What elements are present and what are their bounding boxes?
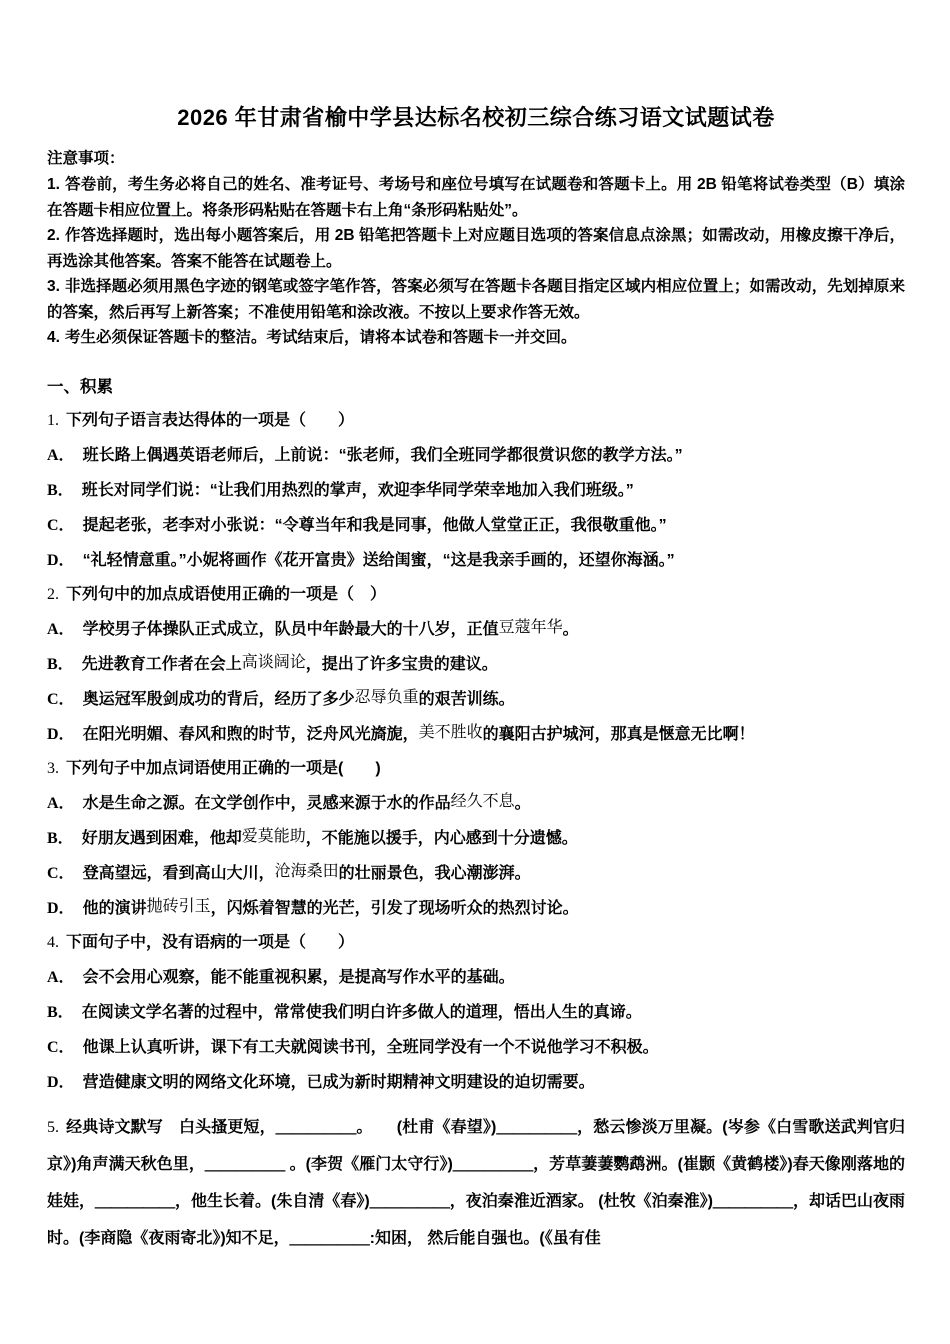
option-text: 。 — [562, 620, 579, 638]
question-1-option-c — [47, 516, 905, 536]
question-stem-text: 下列句中的加点成语使用正确的一项是（ ） — [66, 585, 387, 603]
question-2-option-a — [47, 620, 905, 640]
notice-item-text: 答卷前，考生务必将自己的姓名、准考证号、考场号和座位号填写在试题卷和答题卡上。用 2B 铅笔将试卷类型（B）填涂在答题卡相应位置上。将条形码粘贴在答题卡右上角“条形码粘贴处”。 — [47, 176, 905, 219]
option-label: D． — [47, 725, 75, 743]
option-text: ，提出了许多宝贵的建议。 — [305, 655, 498, 673]
question-3-option-a — [47, 794, 905, 814]
option-text: 的艰苦训练。 — [418, 690, 515, 708]
option-text: 奥运冠军殷剑成功的背后，经历了多少 — [82, 690, 355, 708]
option-label: A． — [47, 446, 75, 464]
question-number: 3. — [47, 759, 59, 777]
emphasized-word: 高谈阔论 — [241, 653, 306, 671]
notice-item-1 — [47, 172, 905, 223]
question-stem-text: 下列句子语言表达得体的一项是（ ） — [66, 411, 355, 429]
option-label: B． — [47, 481, 74, 499]
question-4-stem — [47, 933, 905, 953]
option-text: 他课上认真听讲，课下有工夫就阅读书刊，全班同学没有一个不说他学习不积极。 — [82, 1038, 659, 1056]
option-text: 好朋友遇到困难，他却 — [81, 829, 242, 847]
question-4-option-a — [47, 968, 905, 988]
emphasized-word: 沧海桑田 — [274, 862, 339, 880]
emphasized-word: 抛砖引玉 — [146, 897, 211, 915]
question-3-option-c — [47, 864, 905, 884]
notice-item-4 — [47, 325, 905, 351]
option-text: ，闪烁着智慧的光芒，引发了现场听众的热烈讨论。 — [210, 899, 579, 917]
question-number: 5. — [47, 1118, 59, 1136]
option-label: C． — [47, 864, 75, 882]
option-text: “礼轻情意重。”小妮将画作《花开富贵》送给闺蜜，“这是我亲手画的，还望你海涵。” — [82, 551, 675, 569]
question-2-stem — [47, 585, 905, 605]
option-text: 学校男子体操队正式成立，队员中年龄最大的十八岁，正值 — [82, 620, 499, 638]
notice-item-text: 非选择题必须用黑色字迹的钢笔或签字笔作答，答案必须写在答题卡各题目指定区域内相应位置上；如需改动，先划掉原来的答案，然后再写上新答案；不准使用铅笔和涂改液。不按以上要求作答无效。 — [47, 278, 905, 321]
section-heading-accumulation: 一、积累 — [47, 377, 113, 396]
notice-item-2 — [47, 223, 905, 274]
notice-item-number: 3. — [47, 278, 60, 295]
option-text: ，不能施以援手，内心感到十分遗憾。 — [305, 829, 578, 847]
question-2-option-b — [47, 655, 905, 675]
option-text: 。 — [514, 794, 531, 812]
question-4-option-b — [47, 1003, 905, 1023]
notice-item-number: 1. — [47, 176, 60, 193]
option-label: D． — [47, 1073, 75, 1091]
question-stem-text: 下面句子中，没有语病的一项是（ ） — [66, 933, 355, 951]
option-text: 会不会用心观察，能不能重视积累，是提高写作水平的基础。 — [82, 968, 515, 986]
notice-item-text: 考生必须保证答题卡的整洁。考试结束后，请将本试卷和答题卡一并交回。 — [64, 329, 577, 346]
option-text: 在阳光明媚、春风和煦的时节，泛舟风光旖旎， — [82, 725, 419, 743]
notice-heading: 注意事项： — [47, 150, 125, 167]
option-text: 营造健康文明的网络文化环境，已成为新时期精神文明建设的迫切需要。 — [82, 1073, 595, 1091]
emphasized-word: 美不胜收 — [418, 723, 483, 741]
question-1-option-a — [47, 446, 905, 466]
option-label: D． — [47, 899, 75, 917]
emphasized-word: 豆蔻年华 — [498, 618, 563, 636]
option-label: C． — [47, 1038, 75, 1056]
question-1-option-d — [47, 551, 905, 571]
option-label: C． — [47, 516, 75, 534]
option-label: A． — [47, 794, 75, 812]
notice-item-number: 2. — [47, 227, 60, 244]
question-3-option-d — [47, 899, 905, 919]
option-text: 的壮丽景色，我心潮澎湃。 — [338, 864, 531, 882]
question-4-option-d — [47, 1073, 905, 1093]
option-text: 先进教育工作者在会上 — [81, 655, 242, 673]
question-2-option-c — [47, 690, 905, 710]
option-text: 水是生命之源。在文学创作中，灵感来源于水的作品 — [82, 794, 451, 812]
question-5-text: 经典诗文默写 白头搔更短，＿＿＿＿＿。 (杜甫《春望》)＿＿＿＿＿，愁云惨淡万里凝。(岑参《白雪歌送武判官归京》)角声满天秋色里，＿＿＿＿＿ 。(李贺《雁门太守行》)＿＿＿＿＿，芳草萋萋鹦鹉洲。(崔颢《黄鹤楼》)春天像刚落地的娃娃，＿＿＿＿＿，他生长着。(朱自清《春》)＿＿＿＿＿，夜泊秦淮近酒家。 (杜牧《泊秦淮》)＿＿＿＿＿，却话巴山夜雨时。(李商隐《夜雨寄北》)知不足，＿＿＿＿＿:知困， 然后能自强也。(《虽有佳 — [47, 1118, 905, 1247]
question-1-option-b — [47, 481, 905, 501]
question-2-option-d — [47, 725, 905, 745]
option-text: 班长路上偶遇英语老师后，上前说：“张老师，我们全班同学都很赏识您的教学方法。” — [82, 446, 683, 464]
question-1-stem — [47, 411, 905, 431]
emphasized-word: 经久不息 — [450, 792, 515, 810]
question-number: 4. — [47, 933, 59, 951]
question-number: 1. — [47, 411, 59, 429]
option-label: A． — [47, 620, 75, 638]
notice-section — [47, 146, 905, 351]
option-label: C． — [47, 690, 75, 708]
option-label: B． — [47, 1003, 74, 1021]
question-4-option-c — [47, 1038, 905, 1058]
emphasized-word: 爱莫能助 — [241, 827, 306, 845]
option-text: 在阅读文学名著的过程中，常常使我们明白许多做人的道理，悟出人生的真谛。 — [81, 1003, 642, 1021]
notice-item-3 — [47, 274, 905, 325]
option-text: 他的演讲 — [82, 899, 147, 917]
question-stem-text: 下列句子中加点词语使用正确的一项是( ) — [66, 759, 381, 777]
question-3-option-b — [47, 829, 905, 849]
question-5-dictation — [47, 1109, 905, 1257]
page-title: 2026 年甘肃省榆中学县达标名校初三综合练习语文试题试卷 — [177, 105, 775, 130]
notice-item-text: 作答选择题时，选出每小题答案后，用 2B 铅笔把答题卡上对应题目选项的答案信息点涂黑；如需改动，用橡皮擦干净后，再选涂其他答案。答案不能答在试题卷上。 — [47, 227, 905, 270]
question-3-stem — [47, 759, 905, 779]
option-text: 班长对同学们说：“让我们用热烈的掌声，欢迎李华同学荣幸地加入我们班级。” — [81, 481, 634, 499]
notice-item-number: 4. — [47, 329, 60, 346]
option-text: 提起老张，老李对小张说：“令尊当年和我是同事，他做人堂堂正正，我很敬重他。” — [82, 516, 667, 534]
option-label: B． — [47, 829, 74, 847]
emphasized-word: 忍辱负重 — [354, 688, 419, 706]
option-label: B． — [47, 655, 74, 673]
option-text: 的襄阳古护城河，那真是惬意无比啊！ — [482, 725, 755, 743]
option-label: D． — [47, 551, 75, 569]
question-number: 2. — [47, 585, 59, 603]
option-text: 登高望远，看到高山大川， — [82, 864, 275, 882]
option-label: A． — [47, 968, 75, 986]
